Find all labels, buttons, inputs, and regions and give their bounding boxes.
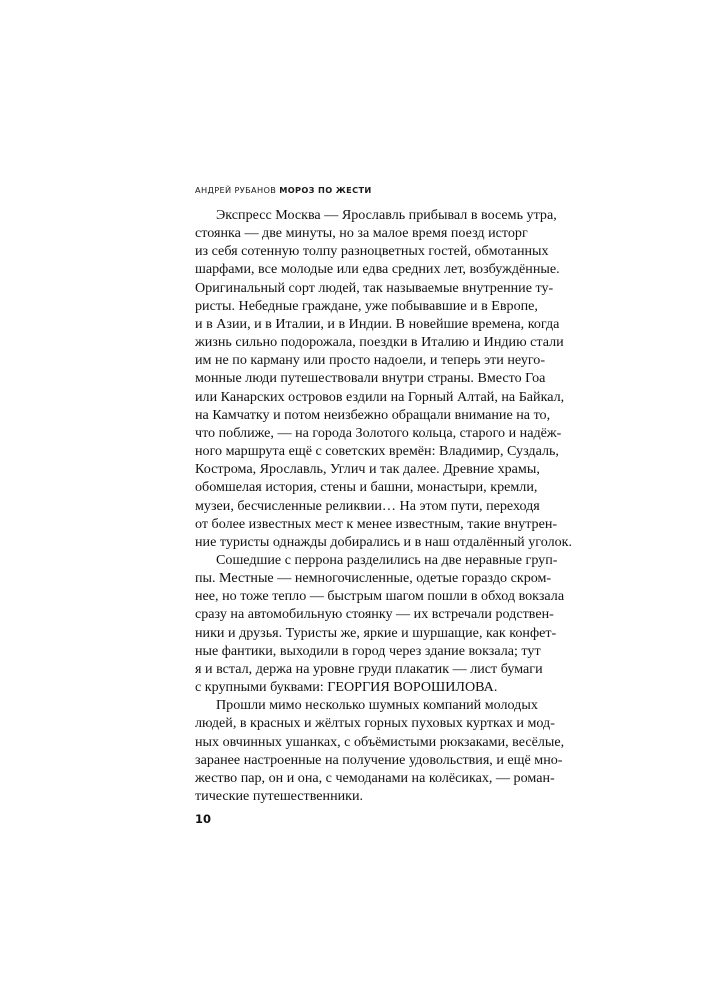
text-line: ных овчинных ушанках, с объёмистыми рюкзаками, весёлые, bbox=[195, 733, 565, 750]
text-line: что поближе, — на города Золотого кольца, старого и надёж- bbox=[195, 424, 562, 441]
text-line: ные фантики, выходили в город через здание вокзала; тут bbox=[195, 642, 541, 659]
text-line: Прошли мимо несколько шумных компаний молодых bbox=[216, 697, 538, 714]
text-line: я и встал, держа на уровне груди плакатик — лист бумаги bbox=[195, 660, 543, 677]
paragraph bbox=[195, 206, 573, 551]
text-line: людей, в красных и жёлтых горных пуховых куртках и мод- bbox=[195, 715, 555, 732]
text-line: и в Азии, и в Италии, и в Индии. В новейшие времена, когда bbox=[195, 315, 560, 332]
text-line: ние туристы однажды добирались и в наш отдалённый уголок. bbox=[195, 533, 573, 550]
page-number: 10 bbox=[195, 812, 212, 826]
text-line: на Камчатку и потом неизбежно обращали внимание на то, bbox=[195, 406, 551, 423]
running-header bbox=[195, 185, 372, 195]
header-book-title: МОРОЗ ПО ЖЕСТИ bbox=[279, 185, 372, 195]
text-line: ного маршрута ещё с советских времён: Владимир, Суздаль, bbox=[195, 443, 559, 460]
text-line: Оригинальный сорт людей, так называемые внутренние ту- bbox=[195, 279, 554, 296]
text-line: пы. Местные — немногочисленные, одетые гораздо скром- bbox=[195, 570, 552, 587]
text-line: стоянка — две минуты, но за малое время поезд исторг bbox=[195, 225, 528, 242]
text-line: монные люди путешествовали внутри страны. Вместо Гоа bbox=[195, 370, 546, 387]
text-line: шарфами, все молодые или едва средних лет, возбуждённые. bbox=[195, 261, 560, 278]
text-line: жизнь сильно подорожала, поездки в Италию и Индию стали bbox=[195, 334, 564, 351]
body-text bbox=[195, 206, 573, 805]
paragraph bbox=[195, 551, 565, 696]
text-line: Кострома, Ярославль, Углич и так далее. Древние храмы, bbox=[195, 461, 540, 478]
text-line: им не по карману или просто надоели, и теперь эти неуго- bbox=[195, 352, 546, 369]
text-line: тические путешественники. bbox=[195, 788, 364, 804]
text-line: Сошедшие с перрона разделились на две неравные груп- bbox=[216, 551, 558, 568]
text-line: нее, но тоже тепло — быстрым шагом пошли в обход вокзала bbox=[195, 588, 565, 605]
text-line: жество пар, он и она, с чемоданами на колёсиках, — роман- bbox=[195, 769, 555, 786]
text-line: обомшелая история, стены и башни, монастыри, кремли, bbox=[195, 479, 538, 496]
text-line: сразу на автомобильную стоянку — их встречали родствен- bbox=[195, 606, 554, 623]
text-line: из себя сотенную толпу разноцветных гостей, обмотанных bbox=[195, 243, 549, 260]
text-line: или Канарских островов ездили на Горный Алтай, на Байкал, bbox=[195, 388, 565, 405]
text-line: Экспресс Москва — Ярославль прибывал в восемь утра, bbox=[216, 207, 557, 223]
text-line: заранее настроенные на получение удовольствия, и ещё мно- bbox=[195, 751, 563, 768]
text-line: ристы. Небедные граждане, уже побывавшие и в Европе, bbox=[195, 297, 538, 314]
paragraph bbox=[195, 696, 565, 805]
text-line: ники и друзья. Туристы же, яркие и шуршащие, как конфет- bbox=[195, 624, 557, 641]
text-line: с крупными буквами: ГЕОРГИЯ ВОРОШИЛОВА. bbox=[195, 679, 498, 696]
text-line: музеи, бесчисленные реликвии… На этом пути, переходя bbox=[195, 497, 540, 514]
header-author: АНДРЕЙ РУБАНОВ bbox=[195, 185, 277, 195]
text-line: от более известных мест к менее известным, такие внутрен- bbox=[195, 515, 558, 532]
